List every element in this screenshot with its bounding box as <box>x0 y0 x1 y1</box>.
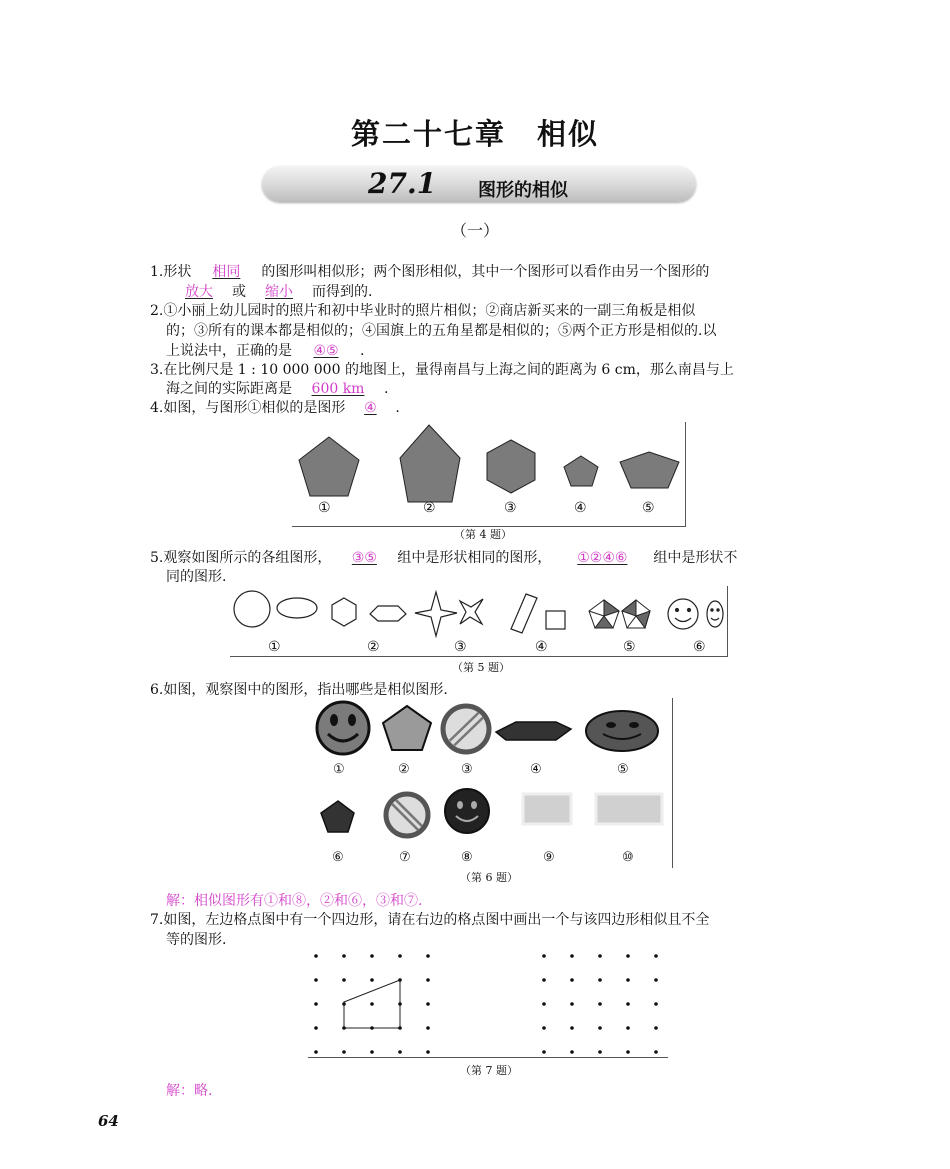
q1-answer-3: 缩小 <box>265 284 293 300</box>
q5-circle <box>234 591 270 627</box>
q4-label-4: ④ <box>574 500 587 516</box>
q5-star-small <box>460 599 483 624</box>
q3-answer: 600 km <box>311 381 365 397</box>
q7-right-grid-dot <box>570 978 574 982</box>
q6-caption: （第 6 题） <box>460 871 518 884</box>
q7-right-grid-dot <box>598 1026 602 1030</box>
q6-no-sign-7 <box>386 794 428 836</box>
q6-label-1: ① <box>333 762 345 777</box>
q4-caption: （第 4 题） <box>454 528 512 541</box>
q7-left-grid-dot <box>342 1026 346 1030</box>
q6-pentagon-6 <box>321 801 354 832</box>
q5-line1: 5.观察如图所示的各组图形， ③⑤ 组中是形状相同的图形， ①②④⑥ 组中是形状不 <box>150 550 738 566</box>
q7-caption: （第 7 题） <box>460 1064 518 1077</box>
q5-label-1: ① <box>268 639 281 655</box>
q6-figure <box>306 698 673 868</box>
subsection-title: （一） <box>450 221 499 240</box>
q6-label-10: ⑩ <box>622 850 634 865</box>
q5-rectangle-tilted <box>511 594 537 633</box>
q7-right-grid-dot <box>626 978 630 982</box>
q5-smiley-small <box>707 601 723 627</box>
q6-smiley-8 <box>445 789 489 833</box>
q5-hexagon-large <box>332 598 356 626</box>
q7-solution: 解：略. <box>166 1083 213 1099</box>
q7-right-grid-dot <box>626 1050 630 1054</box>
q5-line2: 同的图形. <box>166 569 227 585</box>
q4-shape-3-hexagon <box>487 440 535 493</box>
q5-label-6: ⑥ <box>693 639 706 655</box>
q7-right-grid-dot <box>570 1026 574 1030</box>
q7-right-grid-dot <box>570 1050 574 1054</box>
q5-label-3: ③ <box>454 639 467 655</box>
q7-right-grid-dot <box>542 1050 546 1054</box>
q6-smiley-5 <box>586 711 658 751</box>
q7-left-grid-dot <box>398 1002 402 1006</box>
q5-label-5: ⑤ <box>623 639 636 655</box>
q4-shape-5-pentagon <box>620 452 679 488</box>
q7-left-grid-dot <box>370 954 374 958</box>
section-number: 27.1 <box>368 167 437 200</box>
q3-line1: 3.在比例尺是 1 : 10 000 000 的地图上，量得南昌与上海之间的距离为 6 cm，那么南昌与上 <box>150 362 734 378</box>
q7-left-grid-dot <box>314 1050 318 1054</box>
q7-right-grid-dot <box>654 1002 658 1006</box>
q4-label-3: ③ <box>504 500 517 516</box>
q4-figure <box>292 422 686 527</box>
q2-line2: 的；③所有的课本都是相似的；④国旗上的五角星都是相似的；⑤两个正方形是相似的.以 <box>166 323 717 339</box>
q5-smiley-large <box>668 599 698 629</box>
q7-figure <box>308 945 668 1058</box>
q6-label-5: ⑤ <box>617 762 629 777</box>
q4-shape-1-pentagon <box>299 437 359 496</box>
q3-line2: 海之间的实际距离是 600 km . <box>166 381 389 397</box>
q1-line2: 放大 或 缩小 而得到的. <box>166 282 372 302</box>
q5-figure <box>230 586 728 657</box>
q7-left-grid-dot <box>426 1050 430 1054</box>
q7-left-grid-dot <box>314 978 318 982</box>
q7-right-grid-dot <box>542 978 546 982</box>
q7-left-grid-dot <box>398 978 402 982</box>
q6-smiley-1 <box>317 702 369 754</box>
q1-answer-2: 放大 <box>185 284 213 300</box>
q7-left-grid-dot <box>342 954 346 958</box>
q5-answer-1: ③⑤ <box>351 550 377 566</box>
q7-left-grid-dot <box>398 954 402 958</box>
q4-label-2: ② <box>423 500 436 516</box>
q5-label-4: ④ <box>535 639 548 655</box>
q7-left-grid-dot <box>398 1050 402 1054</box>
q7-right-grid-dot <box>542 1002 546 1006</box>
q7-right-grid-dot <box>570 954 574 958</box>
q7-left-grid-dot <box>426 1026 430 1030</box>
q6-label-8: ⑧ <box>461 850 473 865</box>
q7-left-grid-dot <box>342 978 346 982</box>
q7-left-grid-dot <box>398 1026 402 1030</box>
q1-line1: 1.形状 相同 的图形叫相似形；两个图形相似，其中一个图形可以看作由另一个图形的 <box>150 264 710 280</box>
q5-answer-2: ①②④⑥ <box>577 550 628 566</box>
q7-right-grid-dot <box>598 954 602 958</box>
q7-right-grid-dot <box>542 954 546 958</box>
q7-right-grid-dot <box>570 1002 574 1006</box>
section-title: 图形的相似 <box>478 180 568 201</box>
q7-right-grid-dot <box>626 1026 630 1030</box>
page-number: 64 <box>98 1112 119 1130</box>
q6-line: 6.如图，观察图中的图形，指出哪些是相似图形. <box>150 682 448 698</box>
q7-left-grid-dot <box>314 1026 318 1030</box>
q7-right-grid-dot <box>598 978 602 982</box>
q7-right-grid-dot <box>626 954 630 958</box>
q7-left-grid-dot <box>342 1002 346 1006</box>
q2-answer: ④⑤ <box>313 343 339 359</box>
q5-star-large <box>415 592 457 636</box>
q6-label-3: ③ <box>461 762 473 777</box>
q2-line1: 2.①小丽上幼儿园时的照片和初中毕业时的照片相似；②商店新买来的一副三角板是相似 <box>150 303 696 319</box>
q5-ellipse <box>277 598 317 618</box>
q1-answer-1: 相同 <box>212 264 241 280</box>
chapter-title: 第二十七章 相似 <box>350 117 599 151</box>
q6-pentagon-2 <box>383 706 431 750</box>
q5-hexagon-flat <box>370 606 406 621</box>
q6-rectangle-9 <box>523 794 571 824</box>
q4-label-5: ⑤ <box>642 500 655 516</box>
q7-line2: 等的图形. <box>166 932 227 948</box>
q7-left-grid-dot <box>342 1050 346 1054</box>
q7-left-grid-dot <box>370 1050 374 1054</box>
q6-label-7: ⑦ <box>399 850 411 865</box>
q6-flat-pentagon-4 <box>496 722 571 740</box>
q7-line1: 7.如图，左边格点图中有一个四边形，请在右边的格点图中画出一个与该四边形相似且不全 <box>150 912 710 928</box>
q4-line: 4.如图，与图形①相似的是图形 ④ . <box>150 400 400 416</box>
q7-left-grid-dot <box>426 954 430 958</box>
q7-right-grid-dot <box>598 1002 602 1006</box>
q7-right-grid-dot <box>654 1050 658 1054</box>
q4-answer: ④ <box>364 400 377 416</box>
q5-label-2: ② <box>367 639 380 655</box>
q7-right-grid-dot <box>626 1002 630 1006</box>
q7-left-grid-dot <box>314 954 318 958</box>
q6-label-4: ④ <box>530 762 542 777</box>
q7-right-grid-dot <box>654 954 658 958</box>
q4-shape-4-pentagon <box>564 456 598 486</box>
q4-label-1: ① <box>318 500 331 516</box>
q7-right-grid-dot <box>654 978 658 982</box>
q7-left-grid-dot <box>370 1026 374 1030</box>
q7-left-grid-dot <box>426 1002 430 1006</box>
q5-square <box>546 611 565 629</box>
q2-line3: 上说法中，正确的是 ④⑤ . <box>166 343 365 359</box>
q5-caption: （第 5 题） <box>452 661 510 674</box>
q6-label-6: ⑥ <box>332 850 344 865</box>
q7-left-grid-dot <box>370 1002 374 1006</box>
q7-left-grid-dot <box>314 1002 318 1006</box>
q6-solution: 解：相似图形有①和⑧，②和⑥，③和⑦. <box>166 893 423 909</box>
q7-left-grid-dot <box>426 978 430 982</box>
q6-no-sign-3 <box>443 706 489 752</box>
q7-right-grid-dot <box>542 1026 546 1030</box>
q6-label-9: ⑨ <box>543 850 555 865</box>
q6-label-2: ② <box>398 762 410 777</box>
q7-left-grid-dot <box>370 978 374 982</box>
q6-rectangle-10 <box>596 794 662 824</box>
q4-shape-2-pentagon <box>400 425 460 502</box>
q7-right-grid-dot <box>598 1050 602 1054</box>
q7-right-grid-dot <box>654 1026 658 1030</box>
